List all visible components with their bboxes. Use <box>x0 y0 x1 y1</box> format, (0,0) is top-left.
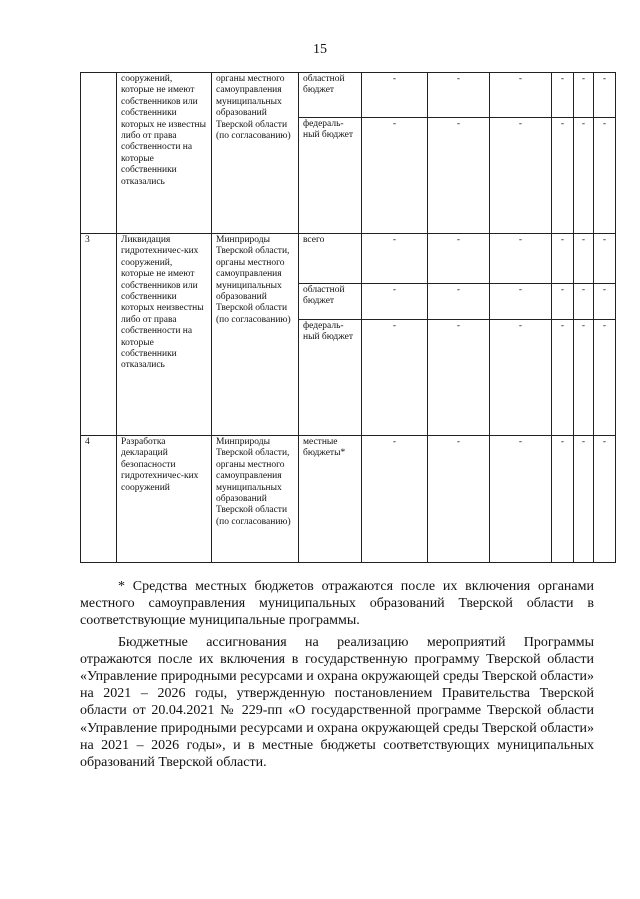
event-name: Разработка деклараций безопасности гидротехничес-ких сооружений <box>117 436 212 563</box>
value-cell: - <box>552 436 574 563</box>
table-row <box>81 436 616 563</box>
funding-source: областной бюджет <box>299 284 362 320</box>
value-cell: - <box>428 320 490 436</box>
funding-source: федераль-ный бюджет <box>299 118 362 234</box>
budget-paragraph: Бюджетные ассигнования на реализацию мероприятий Программы отражаются после их включения в государственную программу Тверской области «Управление природными ресурсами и охрана окружающей среды Тверской области» на 2021 – 2026 годы, утвержденную постановлением Правительства Тверской области от 20.04.2021 № 229-пп «О государственной программе Тверской области «Управление природными ресурсами и охрана окружающей среды Тверской области» на 2021 – 2026 годы», и в местные бюджеты соответствующих муниципальных образований Тверской области. <box>80 634 595 771</box>
value-cell: - <box>574 320 594 436</box>
funding-source: федераль-ный бюджет <box>299 320 362 436</box>
value-cell: - <box>574 118 594 234</box>
value-cell: - <box>594 436 616 563</box>
value-cell: - <box>574 284 594 320</box>
row-number: 3 <box>81 234 117 436</box>
value-cell: - <box>362 73 428 118</box>
value-cell: - <box>362 118 428 234</box>
table-row <box>81 73 616 118</box>
value-cell: - <box>362 284 428 320</box>
value-cell: - <box>552 118 574 234</box>
executor: Минприроды Тверской области, органы местного самоуправления муниципальных образований Тверской области (по согласованию) <box>212 234 299 436</box>
value-cell: - <box>552 284 574 320</box>
value-cell: - <box>428 234 490 284</box>
event-name: Ликвидация гидротехничес-ких сооружений, которые не имеют собственников или собственники которых неизвестны либо от права собственности на которые собственники отказались <box>117 234 212 436</box>
value-cell: - <box>490 118 552 234</box>
value-cell: - <box>490 284 552 320</box>
value-cell: - <box>428 73 490 118</box>
row-number <box>81 73 117 234</box>
value-cell: - <box>594 320 616 436</box>
event-name: сооружений, которые не имеют собственников или собственники которых не известны либо от права собственности на которые собственники отказались <box>117 73 212 234</box>
footnote: * Средства местных бюджетов отражаются после их включения органами местного самоуправления муниципальных образований Тверской области в соответствующие муниципальные программы. <box>80 579 594 629</box>
value-cell: - <box>552 320 574 436</box>
value-cell: - <box>594 73 616 118</box>
value-cell: - <box>428 284 490 320</box>
value-cell: - <box>428 118 490 234</box>
value-cell: - <box>490 436 552 563</box>
table-row <box>81 234 616 284</box>
funding-table <box>80 72 616 563</box>
value-cell: - <box>552 73 574 118</box>
value-cell: - <box>428 436 490 563</box>
value-cell: - <box>574 234 594 284</box>
executor: Минприроды Тверской области, органы местного самоуправления муниципальных образований Тверской области (по согласованию) <box>212 436 299 563</box>
value-cell: - <box>552 234 574 284</box>
funding-source: областной бюджет <box>299 73 362 118</box>
value-cell: - <box>490 73 552 118</box>
page-number: 15 <box>313 42 327 57</box>
value-cell: - <box>362 436 428 563</box>
value-cell: - <box>594 118 616 234</box>
value-cell: - <box>594 234 616 284</box>
executor: органы местного самоуправления муниципальных образований Тверской области (по согласованию) <box>212 73 299 234</box>
notes-block <box>80 578 594 771</box>
funding-source: всего <box>299 234 362 284</box>
value-cell: - <box>574 436 594 563</box>
value-cell: - <box>362 234 428 284</box>
value-cell: - <box>594 284 616 320</box>
value-cell: - <box>362 320 428 436</box>
funding-source: местные бюджеты* <box>299 436 362 563</box>
row-number: 4 <box>81 436 117 563</box>
value-cell: - <box>490 320 552 436</box>
value-cell: - <box>490 234 552 284</box>
value-cell: - <box>574 73 594 118</box>
